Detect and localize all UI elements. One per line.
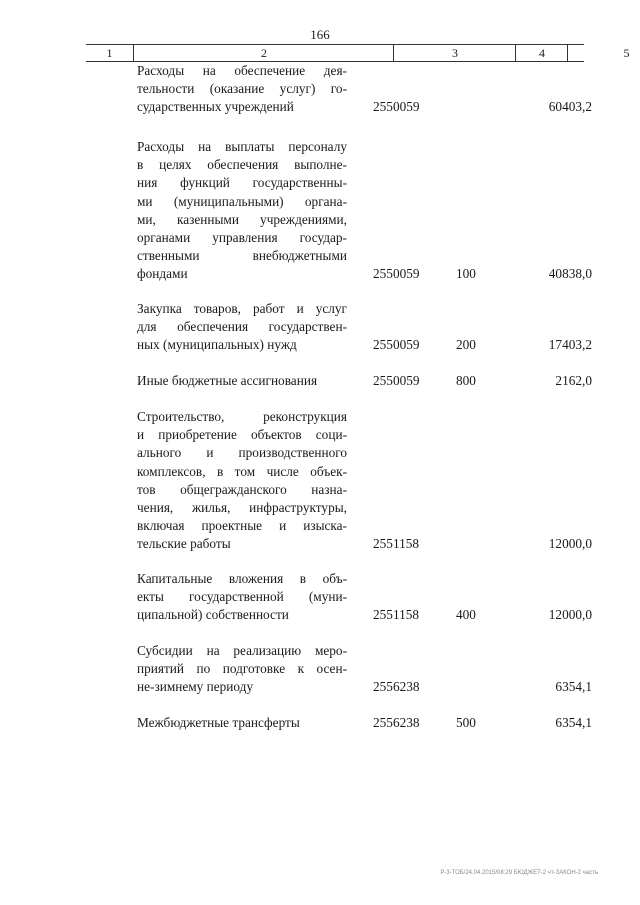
row-sum: 6354,1	[555, 679, 592, 695]
row-name-line: тов общегражданского назна-	[137, 481, 347, 497]
row-name-line: Закупка товаров, работ и услуг	[137, 301, 347, 316]
row-name-line: Расходы на выплаты персоналу	[137, 139, 347, 154]
row-code: 2551158	[373, 536, 420, 552]
row-code: 2550059	[373, 266, 420, 282]
row-name-line: Межбюджетные трансферты	[137, 715, 300, 730]
row-name-line: Иные бюджетные ассигнования	[137, 373, 318, 388]
row-code: 2551158	[373, 607, 420, 623]
row-name-line: тельности (оказание услуг) го-	[137, 81, 347, 97]
row-name	[137, 138, 347, 284]
header-col-3: 3	[393, 45, 516, 61]
row-vr: 800	[456, 373, 476, 388]
row-name	[137, 570, 347, 625]
row-vr: 400	[456, 607, 476, 623]
row-sum: 12000,0	[548, 536, 592, 552]
row-code: 2550059	[373, 373, 420, 388]
row-name-line: приятий по подготовке к осен-	[137, 661, 347, 677]
row-name-line: чения, жилья, инфраструктуры,	[137, 500, 347, 516]
row-name-line: не-зимнему периоду	[137, 679, 254, 695]
row-name	[137, 642, 347, 697]
row-name-line: тельские работы	[137, 536, 231, 552]
row-sum: 6354,1	[555, 715, 592, 730]
row-name-line: и приобретение объектов соци-	[137, 427, 347, 443]
row-name-line: ципальной) собственности	[137, 607, 289, 623]
row-sum: 60403,2	[548, 99, 592, 115]
row-name-line: органами управления государ-	[137, 230, 347, 246]
row-name-line: ственными внебюджетными	[137, 248, 347, 264]
row-name	[137, 62, 347, 117]
row-name-line: ния функций государственны-	[137, 175, 347, 191]
header-col-4: 4	[515, 45, 568, 61]
row-code: 2556238	[373, 679, 420, 695]
page-number: 166	[310, 27, 330, 42]
row-name-line: ми (муниципальными) органа-	[137, 193, 347, 209]
header-col-5: 5	[567, 45, 640, 61]
row-sum: 2162,0	[555, 373, 592, 388]
row-name-line: для обеспечения государствен-	[137, 319, 347, 335]
header-col-1: 1	[106, 46, 113, 60]
row-sum: 17403,2	[548, 337, 592, 353]
row-name	[137, 300, 347, 355]
row-name-line: ального и производственного	[137, 445, 347, 461]
row-name-line: в целях обеспечения выполне-	[137, 157, 347, 173]
row-sum: 12000,0	[548, 607, 592, 623]
row-code: 2556238	[373, 715, 420, 730]
row-name-line: комплексов, в том числе объек-	[137, 463, 347, 479]
row-name-line: екты государственной (муни-	[137, 589, 347, 605]
row-name	[137, 714, 347, 732]
row-name-line: фондами	[137, 266, 188, 282]
row-sum: 40838,0	[548, 266, 592, 282]
row-vr: 500	[456, 715, 476, 730]
footer-code: Р-3-ТОБ/24.04.2015/08:29 БЮДЖЕТ-2 чт-ЗАКОН-2 часть	[440, 870, 598, 876]
row-name-line: сударственных учреждений	[137, 99, 294, 115]
row-vr: 100	[456, 266, 476, 282]
row-name-line: ных (муниципальных) нужд	[137, 337, 297, 353]
row-code: 2550059	[373, 99, 420, 115]
header-col-2: 2	[133, 45, 394, 61]
row-vr: 200	[456, 337, 476, 353]
row-name-line: ми, казенными учреждениями,	[137, 211, 347, 227]
row-name-line: Субсидии на реализацию меро-	[137, 643, 347, 658]
row-name-line: включая проектные и изыска-	[137, 518, 347, 534]
table-header	[86, 44, 630, 62]
row-name-line: Расходы на обеспечение дея-	[137, 63, 347, 78]
row-name-line: Капитальные вложения в объ-	[137, 571, 347, 586]
row-name	[137, 408, 347, 554]
row-name-line: Строительство, реконструкция	[137, 409, 347, 424]
row-name	[137, 372, 347, 390]
row-code: 2550059	[373, 337, 420, 353]
